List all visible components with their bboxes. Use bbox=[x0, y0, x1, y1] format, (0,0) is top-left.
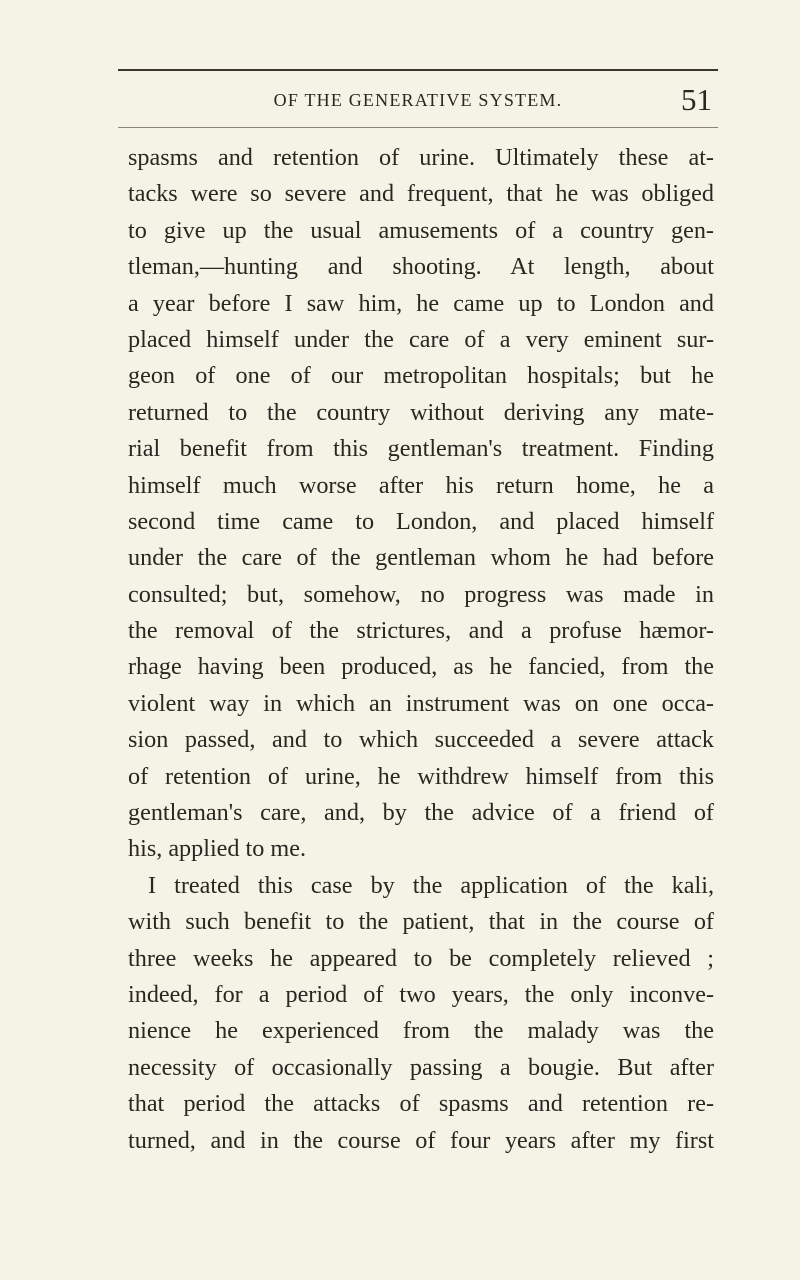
text-line: his, applied to me. bbox=[128, 835, 307, 863]
text-line: turned, and in the course of four years after my first bbox=[128, 1126, 714, 1154]
text-line: placed himself under the care of a very eminent sur- bbox=[128, 325, 714, 353]
text-line: with such benefit to the patient, that in the course of bbox=[128, 908, 714, 936]
text-line: violent way in which an instrument was on one occa- bbox=[128, 689, 714, 717]
header-rule bbox=[118, 69, 718, 71]
running-head-title: OF THE GENERATIVE SYSTEM. bbox=[273, 90, 563, 110]
text-line: to give up the usual amusements of a country gen- bbox=[128, 216, 714, 244]
text-line: under the care of the gentleman whom he had before bbox=[128, 544, 714, 572]
text-line: gentleman's care, and, by the advice of a friend of bbox=[128, 799, 714, 827]
running-head bbox=[118, 84, 718, 118]
paragraph-start-line: I treated this case by the application of the kali, bbox=[148, 871, 714, 899]
text-line: himself much worse after his return home, he a bbox=[128, 471, 714, 499]
text-line: tleman,—hunting and shooting. At length, about bbox=[128, 253, 714, 281]
text-line: returned to the country without deriving any mate- bbox=[128, 398, 714, 426]
text-line: necessity of occasionally passing a bougie. But after bbox=[128, 1053, 714, 1081]
text-line: spasms and retention of urine. Ultimately these at- bbox=[128, 144, 714, 171]
text-line: of retention of urine, he withdrew himself from this bbox=[128, 762, 714, 790]
header-underline bbox=[118, 127, 718, 128]
text-line: that period the attacks of spasms and retention re- bbox=[128, 1090, 714, 1118]
text-line: a year before I saw him, he came up to London and bbox=[128, 289, 714, 317]
text-line: three weeks he appeared to be completely relieved ; bbox=[128, 944, 714, 972]
body-text bbox=[128, 140, 714, 1159]
text-line: consulted; but, somehow, no progress was made in bbox=[128, 580, 714, 608]
text-line: tacks were so severe and frequent, that he was obliged bbox=[128, 180, 714, 208]
text-line: geon of one of our metropolitan hospitals; but he bbox=[128, 362, 714, 390]
text-line: sion passed, and to which succeeded a severe attack bbox=[128, 726, 714, 754]
text-line: rial benefit from this gentleman's treatment. Finding bbox=[128, 435, 714, 463]
text-line: nience he experienced from the malady was the bbox=[128, 1017, 714, 1045]
page-number: 51 bbox=[681, 82, 712, 117]
text-line: second time came to London, and placed himself bbox=[128, 507, 714, 535]
text-line: the removal of the strictures, and a profuse hæmor- bbox=[128, 617, 714, 645]
text-line: indeed, for a period of two years, the only inconve- bbox=[128, 980, 714, 1008]
text-line: rhage having been produced, as he fancied, from the bbox=[128, 653, 714, 681]
